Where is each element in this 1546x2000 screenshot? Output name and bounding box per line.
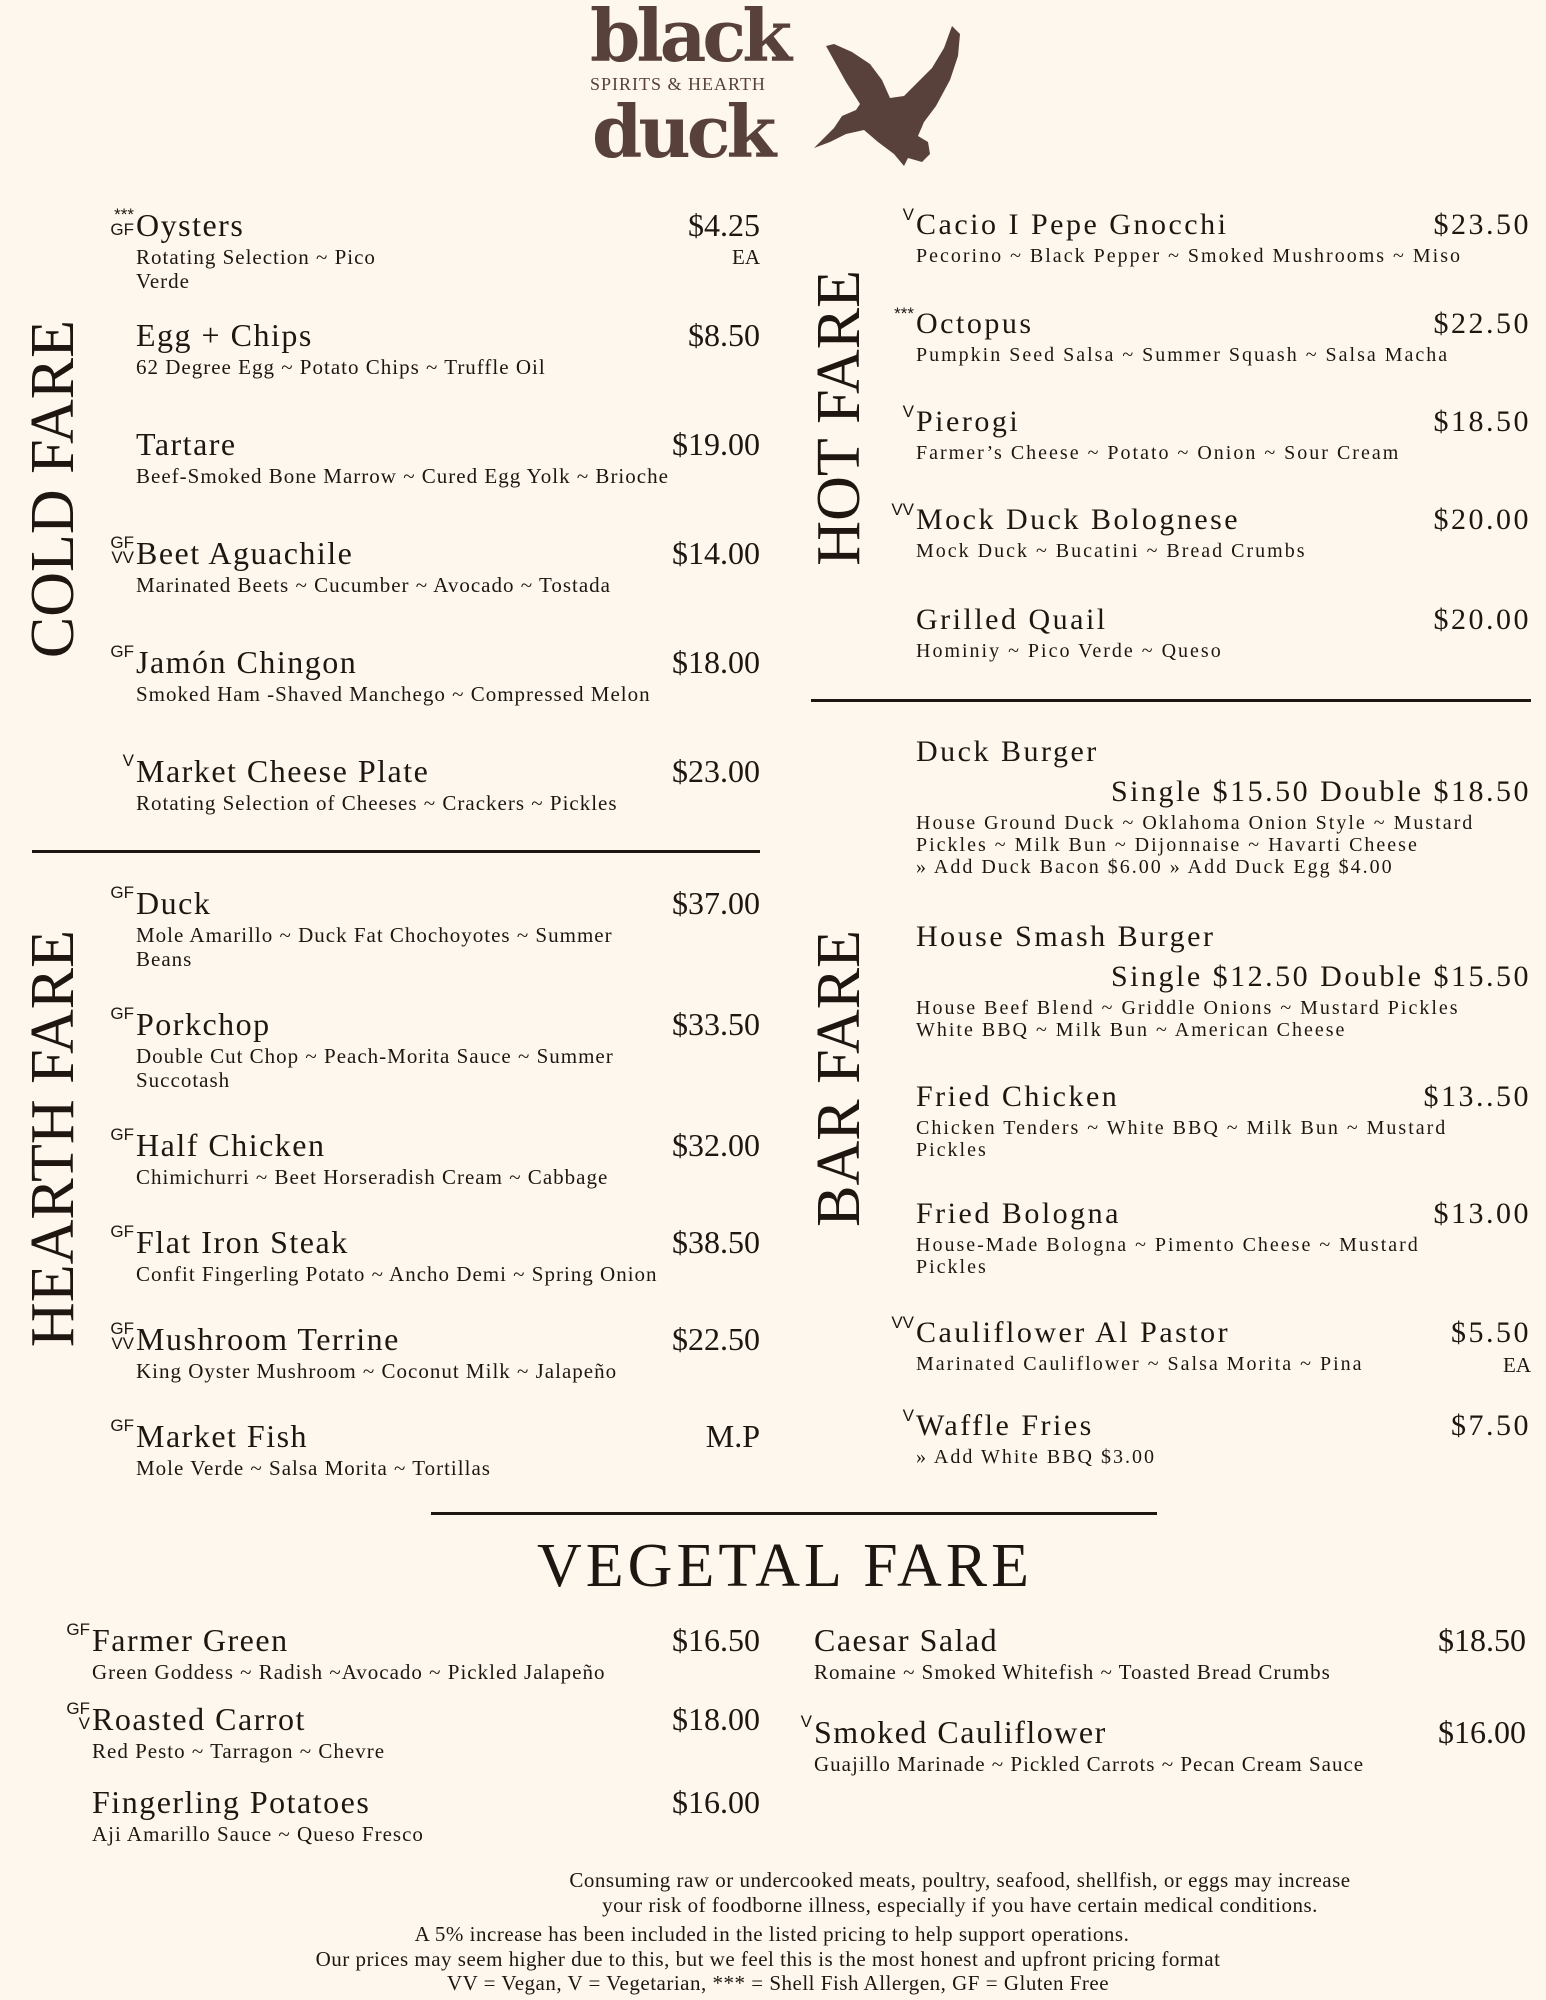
item-description: Guajillo Marinade ~ Pickled Carrots ~ Pecan Cream Sauce xyxy=(814,1752,1365,1776)
menu-item xyxy=(110,205,760,293)
menu-item xyxy=(800,1712,1526,1776)
dietary-tag: V xyxy=(902,402,914,421)
dietary-tag: GF VV xyxy=(110,533,134,567)
item-description: Smoked Ham -Shaved Manchego ~ Compressed Melon xyxy=(136,682,651,706)
menu-item xyxy=(136,424,760,488)
logo-word-black: black xyxy=(590,0,789,78)
item-price: $38.50 xyxy=(672,1224,760,1260)
item-price-unit: EA xyxy=(732,245,760,269)
dietary-tag: VV xyxy=(891,1313,914,1332)
divider-hot-bar xyxy=(811,699,1531,702)
dietary-tag: *** xyxy=(894,304,914,323)
footer-line: Our prices may seem higher due to this, but we feel this is the most honest and upfront pricing format xyxy=(315,1947,1221,1971)
menu-item xyxy=(110,1222,760,1286)
item-description: Beef-Smoked Bone Marrow ~ Cured Egg Yolk ~ Brioche xyxy=(136,464,669,488)
section-title-cold-fare: COLD FARE xyxy=(19,320,87,659)
item-price: $13..50 xyxy=(1423,1080,1531,1113)
item-price: $23.00 xyxy=(672,753,760,789)
menu-item xyxy=(92,1782,760,1846)
logo-word-duck: duck xyxy=(592,89,773,174)
item-description: Confit Fingerling Potato ~ Ancho Demi ~ Spring Onion xyxy=(136,1262,658,1286)
dietary-tag: V xyxy=(902,205,914,224)
item-description: Marinated Beets ~ Cucumber ~ Avocado ~ Tostada xyxy=(136,573,611,597)
item-price: $22.50 xyxy=(1433,307,1531,340)
item-description: Mock Duck ~ Bucatini ~ Bread Crumbs xyxy=(916,540,1307,562)
item-name: House Smash Burger xyxy=(916,920,1216,953)
item-description: Pecorino ~ Black Pepper ~ Smoked Mushrooms ~ Miso xyxy=(916,245,1462,267)
item-price: $18.00 xyxy=(672,1701,760,1737)
item-name: Market Fish xyxy=(136,1418,309,1454)
dietary-tag: V xyxy=(122,751,134,770)
menu-item xyxy=(891,500,1531,562)
item-price: $18.50 xyxy=(1438,1622,1526,1658)
footer-line: VV = Vegan, V = Vegetarian, *** = Shell Fish Allergen, GF = Gluten Free xyxy=(446,1971,1110,1995)
item-price: $16.00 xyxy=(1438,1714,1526,1750)
footer-line: your risk of foodborne illness, especially if you have certain medical conditions. xyxy=(602,1893,1318,1917)
menu-item xyxy=(894,304,1531,366)
item-description: House Beef Blend ~ Griddle Onions ~ Mustard Pickles White BBQ ~ Milk Bun ~ American Cheese xyxy=(916,997,1460,1041)
item-price: $5.50 xyxy=(1451,1316,1531,1349)
item-description: Hominiy ~ Pico Verde ~ Queso xyxy=(916,640,1223,662)
item-price: $20.00 xyxy=(1433,603,1531,636)
menu-item xyxy=(66,1620,760,1684)
item-price: $33.50 xyxy=(672,1006,760,1042)
item-description: Chimichurri ~ Beet Horseradish Cream ~ Cabbage xyxy=(136,1165,609,1189)
item-name: Cauliflower Al Pastor xyxy=(916,1316,1231,1349)
menu-item xyxy=(110,1125,760,1189)
item-name: Fingerling Potatoes xyxy=(92,1784,371,1820)
item-name: Tartare xyxy=(136,426,237,462)
item-description: House Ground Duck ~ Oklahoma Onion Style ~ Mustard Pickles ~ Milk Bun ~ Dijonnaise ~ Havarti Cheese » Add Duck Bacon $6.00 » Add Duck Egg $4.00 xyxy=(916,812,1475,878)
item-price: $32.00 xyxy=(672,1127,760,1163)
dietary-tag: GF xyxy=(110,1416,134,1435)
item-price: $16.50 xyxy=(672,1622,760,1658)
item-name: Grilled Quail xyxy=(916,603,1108,636)
dietary-tag: GF xyxy=(110,642,134,661)
item-name: Half Chicken xyxy=(136,1127,326,1163)
item-price: $22.50 xyxy=(672,1321,760,1357)
logo-tagline: SPIRITS & HEARTH xyxy=(590,74,766,94)
item-name: Duck xyxy=(136,885,212,921)
item-name: Duck Burger xyxy=(916,735,1099,768)
item-name: Flat Iron Steak xyxy=(136,1224,349,1260)
item-description: Green Goddess ~ Radish ~Avocado ~ Pickled Jalapeño xyxy=(92,1660,606,1684)
item-description: Romaine ~ Smoked Whitefish ~ Toasted Bread Crumbs xyxy=(814,1660,1331,1684)
menu-item xyxy=(902,1406,1531,1468)
item-price: $23.50 xyxy=(1433,208,1531,241)
section-title-hot-fare: HOT FARE xyxy=(805,270,873,566)
item-name: Waffle Fries xyxy=(916,1409,1094,1442)
menu-item xyxy=(110,533,760,597)
menu-item xyxy=(916,917,1531,1041)
item-price: $7.50 xyxy=(1451,1409,1531,1442)
item-description: Mole Verde ~ Salsa Morita ~ Tortillas xyxy=(136,1456,491,1480)
divider-vegetal xyxy=(431,1512,1157,1515)
item-name: Oysters xyxy=(136,207,245,243)
menu-item xyxy=(902,402,1531,464)
item-name: Smoked Cauliflower xyxy=(814,1714,1107,1750)
item-description: » Add White BBQ $3.00 xyxy=(916,1446,1156,1468)
menu-item xyxy=(916,732,1531,878)
dietary-tag: GF V xyxy=(66,1699,90,1733)
dietary-tag: GF xyxy=(110,1004,134,1023)
item-price: $16.00 xyxy=(672,1784,760,1820)
item-description: Farmer’s Cheese ~ Potato ~ Onion ~ Sour Cream xyxy=(916,442,1401,464)
dietary-tag: VV xyxy=(891,500,914,519)
item-name: Cacio I Pepe Gnocchi xyxy=(916,208,1229,241)
menu-item xyxy=(916,600,1531,662)
item-name: Mushroom Terrine xyxy=(136,1321,400,1357)
item-description: Aji Amarillo Sauce ~ Queso Fresco xyxy=(92,1822,424,1846)
item-name: Fried Bologna xyxy=(916,1197,1121,1230)
item-description: Mole Amarillo ~ Duck Fat Chochoyotes ~ Summer Beans xyxy=(136,923,613,971)
item-description: Chicken Tenders ~ White BBQ ~ Milk Bun ~ Mustard Pickles xyxy=(916,1117,1448,1161)
dietary-tag: GF xyxy=(110,1222,134,1241)
menu-item xyxy=(110,1319,760,1383)
dietary-tag: GF VV xyxy=(110,1319,134,1353)
item-price: $4.25 xyxy=(688,207,760,243)
item-description: Marinated Cauliflower ~ Salsa Morita ~ Pina xyxy=(916,1353,1364,1375)
item-price: $8.50 xyxy=(688,317,760,353)
item-price: $37.00 xyxy=(672,885,760,921)
item-price: $18.50 xyxy=(1433,405,1531,438)
menu-item xyxy=(110,1004,760,1092)
menu-item xyxy=(814,1620,1526,1684)
item-description: King Oyster Mushroom ~ Coconut Milk ~ Jalapeño xyxy=(136,1359,618,1383)
menu-item xyxy=(891,1313,1531,1377)
item-price: $18.00 xyxy=(672,644,760,680)
item-description: Pumpkin Seed Salsa ~ Summer Squash ~ Salsa Macha xyxy=(916,344,1450,366)
item-name: Pierogi xyxy=(916,405,1021,438)
item-price: $19.00 xyxy=(672,426,760,462)
menu-item xyxy=(110,883,760,971)
menu-item xyxy=(136,315,760,379)
dietary-tag: GF xyxy=(110,1125,134,1144)
item-price: $20.00 xyxy=(1433,503,1531,536)
item-price-options: Single $15.50 Double $18.50 xyxy=(1111,775,1531,808)
item-name: Octopus xyxy=(916,307,1034,340)
item-name: Farmer Green xyxy=(92,1622,289,1658)
dietary-tag: GF xyxy=(66,1620,90,1639)
dietary-tag: V xyxy=(800,1712,812,1731)
item-description: 62 Degree Egg ~ Potato Chips ~ Truffle Oil xyxy=(136,355,546,379)
menu-item xyxy=(916,1077,1531,1161)
dietary-tag: GF xyxy=(110,883,134,902)
flying-duck-icon xyxy=(812,18,962,168)
item-name: Market Cheese Plate xyxy=(136,753,430,789)
item-description: Double Cut Chop ~ Peach-Morita Sauce ~ Summer Succotash xyxy=(136,1044,614,1092)
divider-cold-hearth xyxy=(32,850,760,853)
footer-line: Consuming raw or undercooked meats, poultry, seafood, shellfish, or eggs may increase xyxy=(569,1868,1351,1892)
menu-item xyxy=(110,642,760,706)
section-title-bar-fare: BAR FARE xyxy=(805,930,873,1227)
item-name: Mock Duck Bolognese xyxy=(916,503,1241,536)
item-description: Rotating Selection of Cheeses ~ Crackers ~ Pickles xyxy=(136,791,618,815)
item-name: Fried Chicken xyxy=(916,1080,1120,1113)
item-price: $13.00 xyxy=(1433,1197,1531,1230)
dietary-tag: *** GF xyxy=(110,205,134,239)
footer-line: A 5% increase has been included in the listed pricing to help support operations. xyxy=(414,1922,1130,1946)
item-name: Egg + Chips xyxy=(136,317,313,353)
menu-item xyxy=(916,1194,1531,1278)
item-name: Porkchop xyxy=(136,1006,271,1042)
menu-item xyxy=(902,205,1531,267)
item-name: Roasted Carrot xyxy=(92,1701,306,1737)
item-name: Jamón Chingon xyxy=(136,644,358,680)
dietary-tag: V xyxy=(902,1406,914,1425)
menu-item xyxy=(66,1699,760,1763)
menu-item xyxy=(122,751,760,815)
item-description: House-Made Bologna ~ Pimento Cheese ~ Mustard Pickles xyxy=(916,1234,1420,1278)
item-price-options: Single $12.50 Double $15.50 xyxy=(1111,960,1531,993)
item-description: Red Pesto ~ Tarragon ~ Chevre xyxy=(92,1739,386,1763)
item-name: Caesar Salad xyxy=(814,1622,999,1658)
item-price: M.P xyxy=(705,1418,760,1454)
section-title-hearth-fare: HEARTH FARE xyxy=(19,930,87,1348)
section-title-vegetal-fare: VEGETAL FARE xyxy=(537,1532,1033,1600)
item-description: Rotating Selection ~ Pico Verde xyxy=(136,245,376,293)
item-price: $14.00 xyxy=(672,535,760,571)
item-price-unit: EA xyxy=(1503,1353,1531,1377)
item-name: Beet Aguachile xyxy=(136,535,354,571)
menu-item xyxy=(110,1416,760,1480)
